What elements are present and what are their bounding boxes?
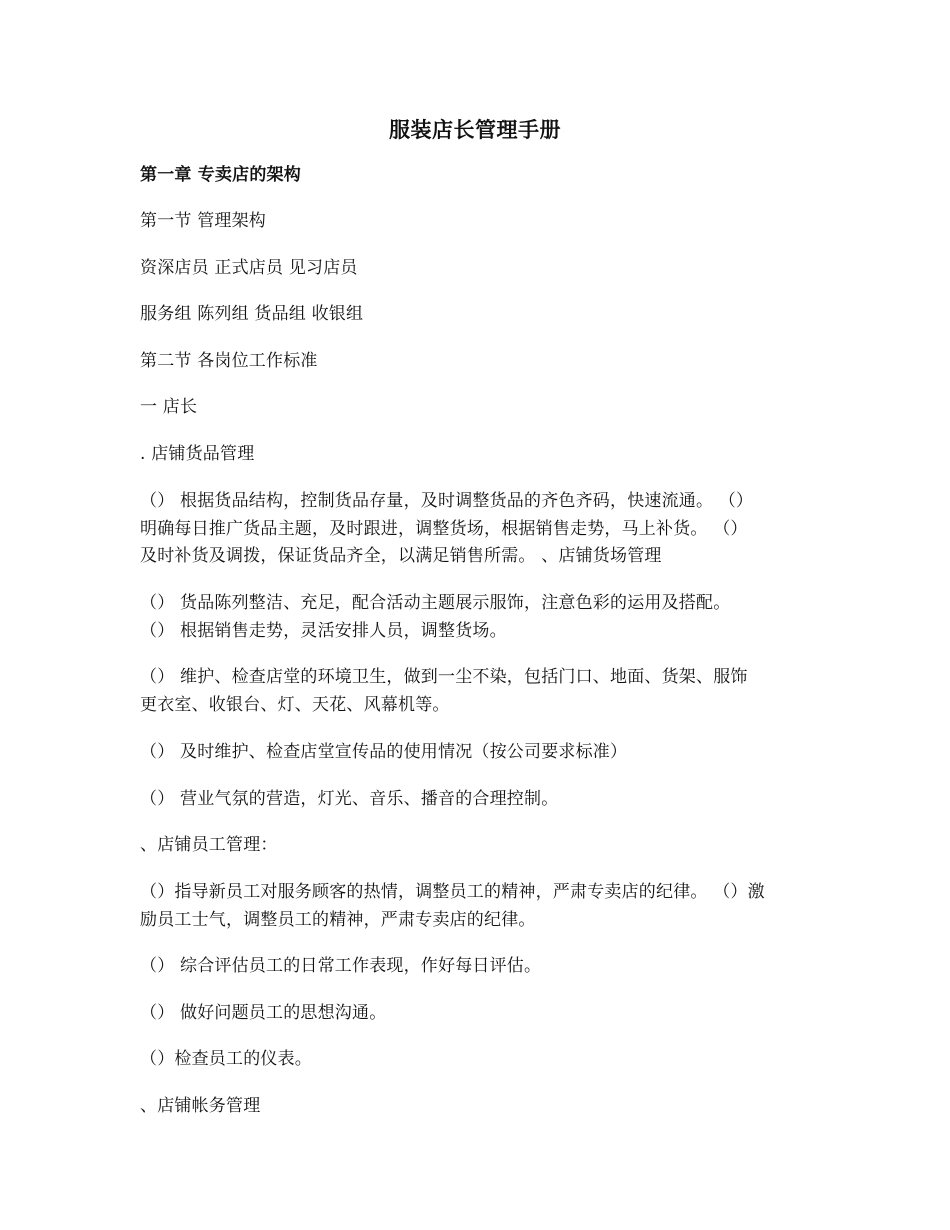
paragraph-line: （） 做好问题员工的思想沟通。 [140,1003,387,1023]
subheading: 、店铺帐务管理 [140,1096,261,1116]
paragraph: 资深店员 正式店员 见习店员 [140,258,358,278]
paragraph-line: 更衣室、收银台、灯、天花、风幕机等。 [140,695,450,715]
document-title: 服装店长管理手册 [389,118,561,142]
paragraph-line: 励员工士气，调整员工的精神，严肃专卖店的纪律。 [140,910,536,930]
paragraph-line: （）检查员工的仪表。 [140,1049,312,1069]
paragraph-line: （） 综合评估员工的日常工作表现，作好每日评估。 [140,956,542,976]
paragraph-line: （） 维护、检查店堂的环境卫生，做到一尘不染，包括门口、地面、货架、服饰 [140,667,748,687]
subheading: . 店铺货品管理 [140,444,255,464]
paragraph-line: （） 货品陈列整洁、充足，配合活动主题展示服饰，注意色彩的运用及搭配。 [140,593,731,613]
paragraph-line: 明确每日推广货品主题，及时跟进，调整货场，根据销售走势，马上补货。 （） [140,519,748,539]
paragraph-line: （） 根据销售走势，灵活安排人员，调整货场。 [140,621,507,641]
section-heading: 第一节 管理架构 [140,211,267,231]
paragraph-line: （） 及时维护、检查店堂宣传品的使用情况（按公司要求标准） [140,742,628,762]
subheading: 、店铺员工管理： [140,835,278,855]
paragraph: 服务组 陈列组 货品组 收银组 [140,304,364,324]
section-heading: 第二节 各岗位工作标准 [140,351,318,371]
subheading: 一 店长 [140,397,198,417]
paragraph-line: 及时补货及调拨，保证货品齐全，以满足销售所需。 、店铺货场管理 [140,546,662,566]
paragraph-line: （） 营业气氛的营造，灯光、音乐、播音的合理控制。 [140,789,559,809]
chapter-heading: 第一章 专卖店的架构 [140,165,301,185]
paragraph-line: （）指导新员工对服务顾客的热情，调整员工的精神，严肃专卖店的纪律。 （）激 [140,882,765,902]
paragraph-line: （） 根据货品结构，控制货品存量，及时调整货品的齐色齐码，快速流通。 （） [140,491,754,511]
